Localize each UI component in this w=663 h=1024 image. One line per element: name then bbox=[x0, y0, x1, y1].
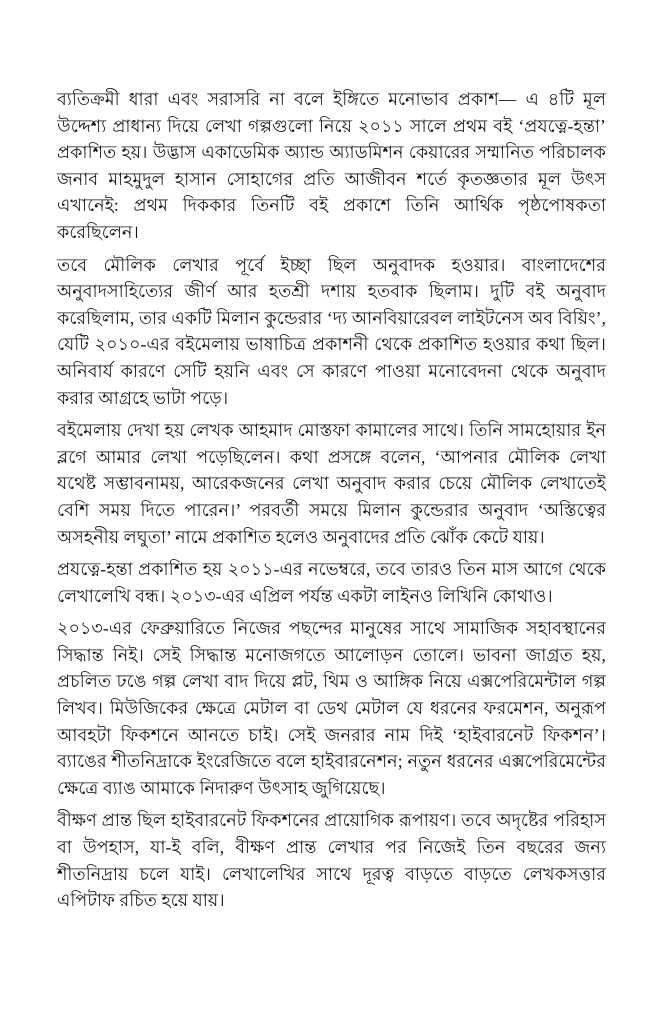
paragraph: বীক্ষণ প্রান্ত ছিল হাইবারনেট ফিকশনের প্রায়োগিক রূপায়ণ। তবে অদৃষ্টের পরিহাস বা উপহাস, যা-ই বলি, বীক্ষণ প্রান্ত লেখার পর নিজেই তিন বছরের জন্য শীতনিদ্রায় চলে যাই। লেখালেখির সাথে দূরত্ব বাড়তে বাড়তে লেখকসত্তার এপিটাফ রচিত হয়ে যায়। bbox=[57, 810, 606, 911]
paragraph: তবে মৌলিক লেখার পূর্বে ইচ্ছা ছিল অনুবাদক হওয়ার। বাংলাদেশের অনুবাদসাহিত্যের জীর্ণ আর হতশ্রী দশায় হতবাক ছিলাম। দুটি বই অনুবাদ করেছিলাম, তার একটি মিলান কুন্ডেরার ‘দ্য আনবিয়ারেবল লাইটনেস অব বিয়িং’, যেটি ২০১০-এর বইমেলায় ভাষাচিত্র প্রকাশনী থেকে প্রকাশিত হওয়ার কথা ছিল। অনিবার্য কারণে সেটি হয়নি এবং সে কারণে পাওয়া মনোবেদনা থেকে অনুবাদ করার আগ্রহে ভাটা পড়ে। bbox=[57, 254, 607, 408]
paragraph: বইমেলায় দেখা হয় লেখক আহমাদ মোস্তফা কামালের সাথে। তিনি সামহোয়ার ইন ব্লগে আমার লেখা পড়েছিলেন। কথা প্রসঙ্গে বলেন, ‘আপনার মৌলিক লেখা যথেষ্ট সম্ভাবনাময়, আরেকজনের লেখা অনুবাদ করার চেয়ে মৌলিক লেখাতেই বেশি সময় দিতে পারেন।’ পরবর্তী সময়ে মিলান কুন্ডেরার অনুবাদ ‘অস্তিত্বের অসহনীয় লঘুতা’ নামে প্রকাশিত হলেও অনুবাদের প্রতি ঝোঁক কেটে যায়। bbox=[57, 420, 606, 547]
body-text bbox=[57, 86, 606, 914]
paragraph: ব্যতিক্রমী ধারা এবং সরাসরি না বলে ইঙ্গিতে মনোভাব প্রকাশ— এ ৪টি মূল উদ্দেশ্য প্রাধান্য দিয়ে লেখা গল্পগুলো নিয়ে ২০১১ সালে প্রথম বই ‘প্রযত্নে-হন্তা’ প্রকাশিত হয়। উদ্ভাস একাডেমিক অ্যান্ড অ্যাডমিশন কেয়ারের সম্মানিত পরিচালক জনাব মাহমুদুল হাসান সোহাগের প্রতি আজীবন শর্তে কৃতজ্ঞতার মূল উৎস এখানেই: প্রথম দিককার তিনটি বই প্রকাশে তিনি আর্থিক পৃষ্ঠপোষকতা করেছিলেন। bbox=[57, 89, 606, 242]
paragraph: ২০১৩-এর ফেব্রুয়ারিতে নিজের পছন্দের মানুষের সাথে সামাজিক সহাবস্থানের সিদ্ধান্ত নিই। সেই সিদ্ধান্ত মনোজগতে আলোড়ন তোলে। ভাবনা জাগ্রত হয়, প্রচলিত ঢঙে গল্প লেখা বাদ দিয়ে প্লট, থিম ও আঙ্গিক নিয়ে এক্সপেরিমেন্টাল গল্প লিখব। মিউজিকের ক্ষেত্রে মেটাল বা ডেথ মেটাল যে ধরনের ফরমেশন, অনুরূপ আবহটা ফিকশনে আনতে চাই। সেই জনরার নাম দিই ‘হাইবারনেট ফিকশন’। ব্যাঙের শীতনিদ্রাকে ইংরেজিতে বলে হাইবারনেশন; নতুন ধরনের এক্সপেরিমেন্টের ক্ষেত্রে ব্যাঙ আমাকে নিদারুণ উৎসাহ জুগিয়েছে। bbox=[57, 618, 606, 798]
paragraph: প্রযত্নে-হন্তা প্রকাশিত হয় ২০১১-এর নভেম্বরে, তবে তারও তিন মাস আগে থেকে লেখালেখি বন্ধ। ২০১৩-এর এপ্রিল পর্যন্ত একটা লাইনও লিখিনি কোথাও। bbox=[57, 559, 606, 606]
